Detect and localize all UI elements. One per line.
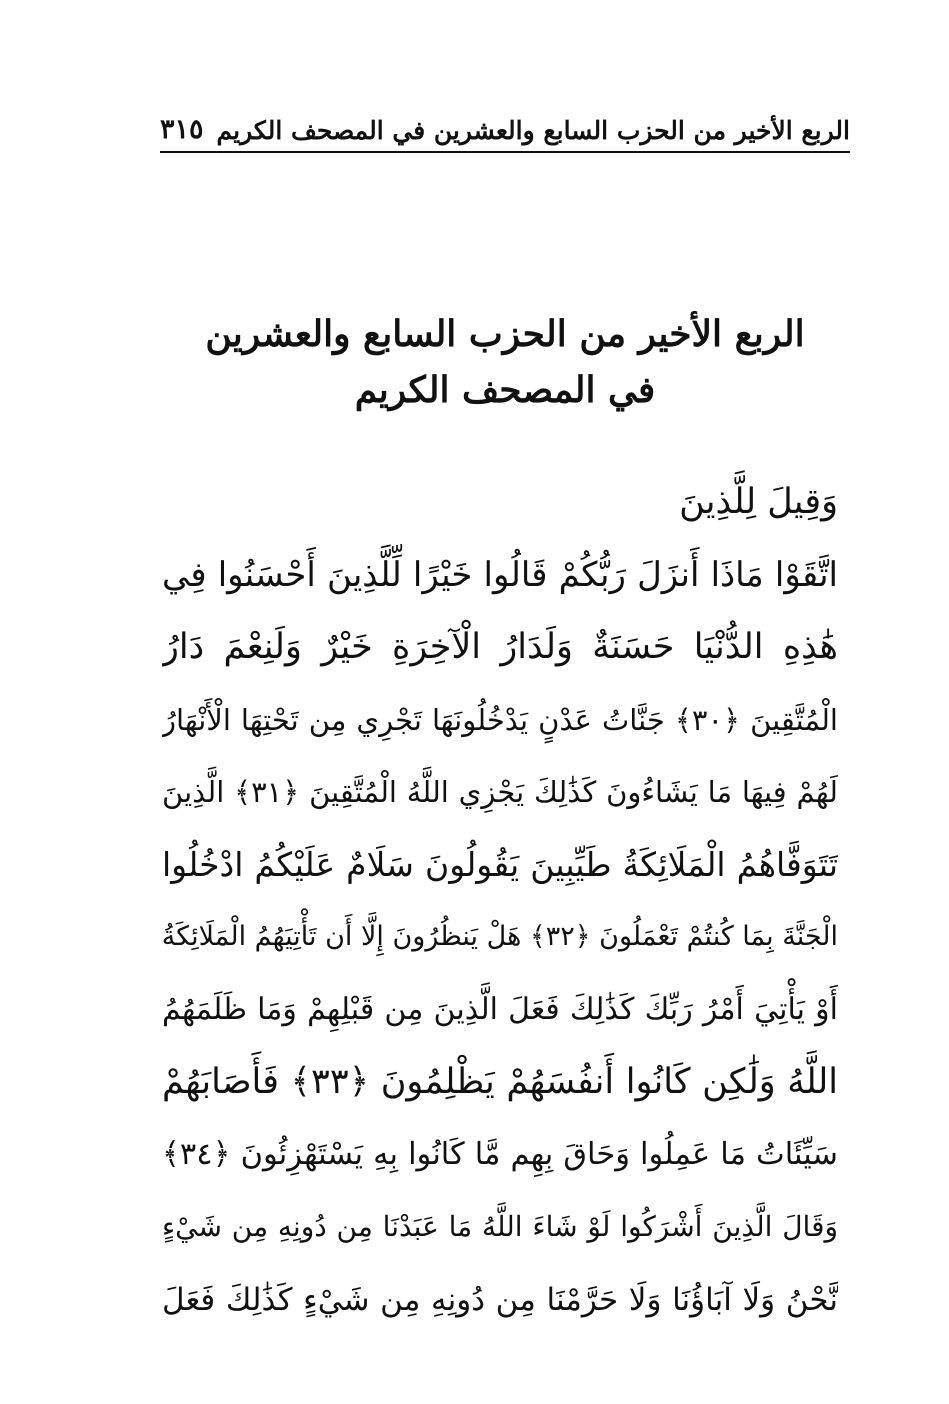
- header-rule: [160, 151, 850, 153]
- verse-line: وَقِيلَ لِلَّذِينَ: [679, 482, 838, 522]
- chapter-title-line: في المصحف الكريم: [354, 369, 656, 411]
- verse-line: وَقَالَ الَّذِينَ أَشْرَكُوا لَوْ شَاءَ اللَّهُ مَا عَبَدْنَا مِن دُونِهِ مِن شَيْءٍ: [162, 1210, 838, 1243]
- verse-line: الْجَنَّةَ بِمَا كُنتُمْ تَعْمَلُونَ ﴿٣٢﴾ هَلْ يَنظُرُونَ إِلَّا أَن تَأْتِيَهُمُ الْمَلَائِكَةُ: [162, 921, 838, 952]
- quran-verses: [162, 466, 838, 1336]
- verse-line: سَيِّئَاتُ مَا عَمِلُوا وَحَاقَ بِهِم مَّا كَانُوا بِهِ يَسْتَهْزِئُونَ ﴿٣٤﴾: [162, 1136, 838, 1172]
- verse-line: نَّحْنُ وَلَا آبَاؤُنَا وَلَا حَرَّمْنَا مِن دُونِهِ مِن شَيْءٍ كَذَٰلِكَ فَعَلَ: [162, 1281, 838, 1318]
- chapter-title: [160, 306, 850, 418]
- verse-line: لَهُمْ فِيهَا مَا يَشَاءُونَ كَذَٰلِكَ يَجْزِي اللَّهُ الْمُتَّقِينَ ﴿٣١﴾ الَّذِينَ: [162, 775, 838, 809]
- running-header: [160, 112, 850, 150]
- verse-line: الْمُتَّقِينَ ﴿٣٠﴾ جَنَّاتُ عَدْنٍ يَدْخُلُونَهَا تَجْرِي مِن تَحْتِهَا الْأَنْهَارُ: [162, 702, 838, 737]
- running-title: الربع الأخير من الحزب السابع والعشرين في المصحف الكريم: [216, 116, 850, 145]
- page-number: ٣١٥: [160, 114, 204, 145]
- verse-line: هَٰذِهِ الدُّنْيَا حَسَنَةٌ وَلَدَارُ الْآخِرَةِ خَيْرٌ وَلَنِعْمَ دَارُ: [162, 627, 838, 667]
- verse-line: أَوْ يَأْتِيَ أَمْرُ رَبِّكَ كَذَٰلِكَ فَعَلَ الَّذِينَ مِن قَبْلِهِمْ وَمَا ظَلَمَهُمُ: [162, 991, 838, 1027]
- verse-line: اللَّهُ وَلَٰكِن كَانُوا أَنفُسَهُمْ يَظْلِمُونَ ﴿٣٣﴾ فَأَصَابَهُمْ: [162, 1062, 838, 1102]
- verse-line: اتَّقَوْا مَاذَا أَنزَلَ رَبُّكُمْ قَالُوا خَيْرًا لِّلَّذِينَ أَحْسَنُوا فِي: [162, 554, 838, 595]
- chapter-title-line: الربع الأخير من الحزب السابع والعشرين: [205, 313, 805, 355]
- verse-line: تَتَوَفَّاهُمُ الْمَلَائِكَةُ طَيِّبِينَ يَقُولُونَ سَلَامٌ عَلَيْكُمُ ادْخُلُوا: [162, 844, 838, 884]
